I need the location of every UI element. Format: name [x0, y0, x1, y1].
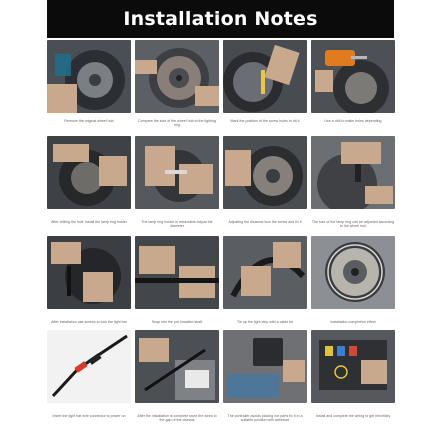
step-1-photo — [47, 40, 131, 113]
step-8-caption: The size of the lamp ring can be adjusted according to the wheel hub — [311, 220, 395, 229]
drill-photo-icon — [311, 40, 395, 113]
step-13-photo — [47, 330, 131, 403]
step-16-caption: Install and complete the wiring to get electricity — [315, 414, 391, 418]
fuse-box-photo-icon — [311, 330, 395, 403]
step-15-caption: The controller avoids placing hot parts fix it in a suitable position with adhesive — [227, 414, 303, 423]
step-10-photo — [135, 236, 219, 309]
brake-disc-photo-icon — [135, 40, 219, 113]
controller-photo-icon — [223, 330, 307, 403]
step-15-photo — [223, 330, 307, 403]
step-6-photo — [135, 136, 219, 209]
step-7-photo — [223, 136, 307, 209]
step-4-photo — [311, 40, 395, 113]
step-8-photo — [311, 136, 395, 209]
step-12-photo — [311, 236, 395, 309]
wire-connector-photo-icon — [47, 330, 131, 403]
holder-adjust-photo-icon — [135, 136, 219, 209]
step-3-photo — [223, 40, 307, 113]
lock-screw-photo-icon — [223, 136, 307, 209]
step-2-photo — [135, 40, 219, 113]
cable-tie-photo-icon — [223, 236, 307, 309]
step-5-photo — [47, 136, 131, 209]
step-2-caption: Compare the size of the wheel hub to the lighting ring — [138, 119, 216, 128]
step-3-caption: Mark the position of the screw holes to hit it — [230, 119, 300, 123]
completed-hub-photo-icon — [311, 236, 395, 309]
ring-holder-photo-icon — [47, 136, 131, 209]
step-10-caption: Snap into the pre-installed shaft — [151, 320, 203, 324]
title-banner — [47, 0, 394, 38]
route-wires-photo-icon — [135, 330, 219, 403]
step-11-caption: Tie up the light strip with a cable tie — [237, 320, 293, 324]
step-16-photo — [311, 330, 395, 403]
step-7-caption: Adjusting the distance lock the screw and fix it — [228, 220, 302, 224]
snap-shaft-photo-icon — [135, 236, 219, 309]
step-9-caption: After installation use screws to lock the light bar — [51, 320, 127, 324]
step-13-caption: Insert the light bar wire connector to power on — [52, 414, 126, 418]
step-6-caption: The lamp ring holder is retractable Adjust the diameter — [141, 220, 213, 229]
marking-holes-photo-icon — [223, 40, 307, 113]
lamp-ring-photo-icon — [311, 136, 395, 209]
step-11-photo — [223, 236, 307, 309]
step-14-caption: After the installation is complete route the wires to the gap of the chassis — [137, 414, 217, 423]
page-title: Installation Notes — [123, 8, 318, 30]
step-5-caption: After drilling the hole Install the lamp ring holder — [51, 220, 127, 224]
step-4-caption: Use a drill to make holes depending — [324, 119, 382, 123]
step-14-photo — [135, 330, 219, 403]
step-1-caption: Remove the original wheel hub — [64, 119, 114, 123]
step-9-photo — [47, 236, 131, 309]
step-12-caption: Installation completion effect — [330, 320, 376, 324]
wheel-hub-photo-icon — [47, 40, 131, 113]
light-bar-photo-icon — [47, 236, 131, 309]
